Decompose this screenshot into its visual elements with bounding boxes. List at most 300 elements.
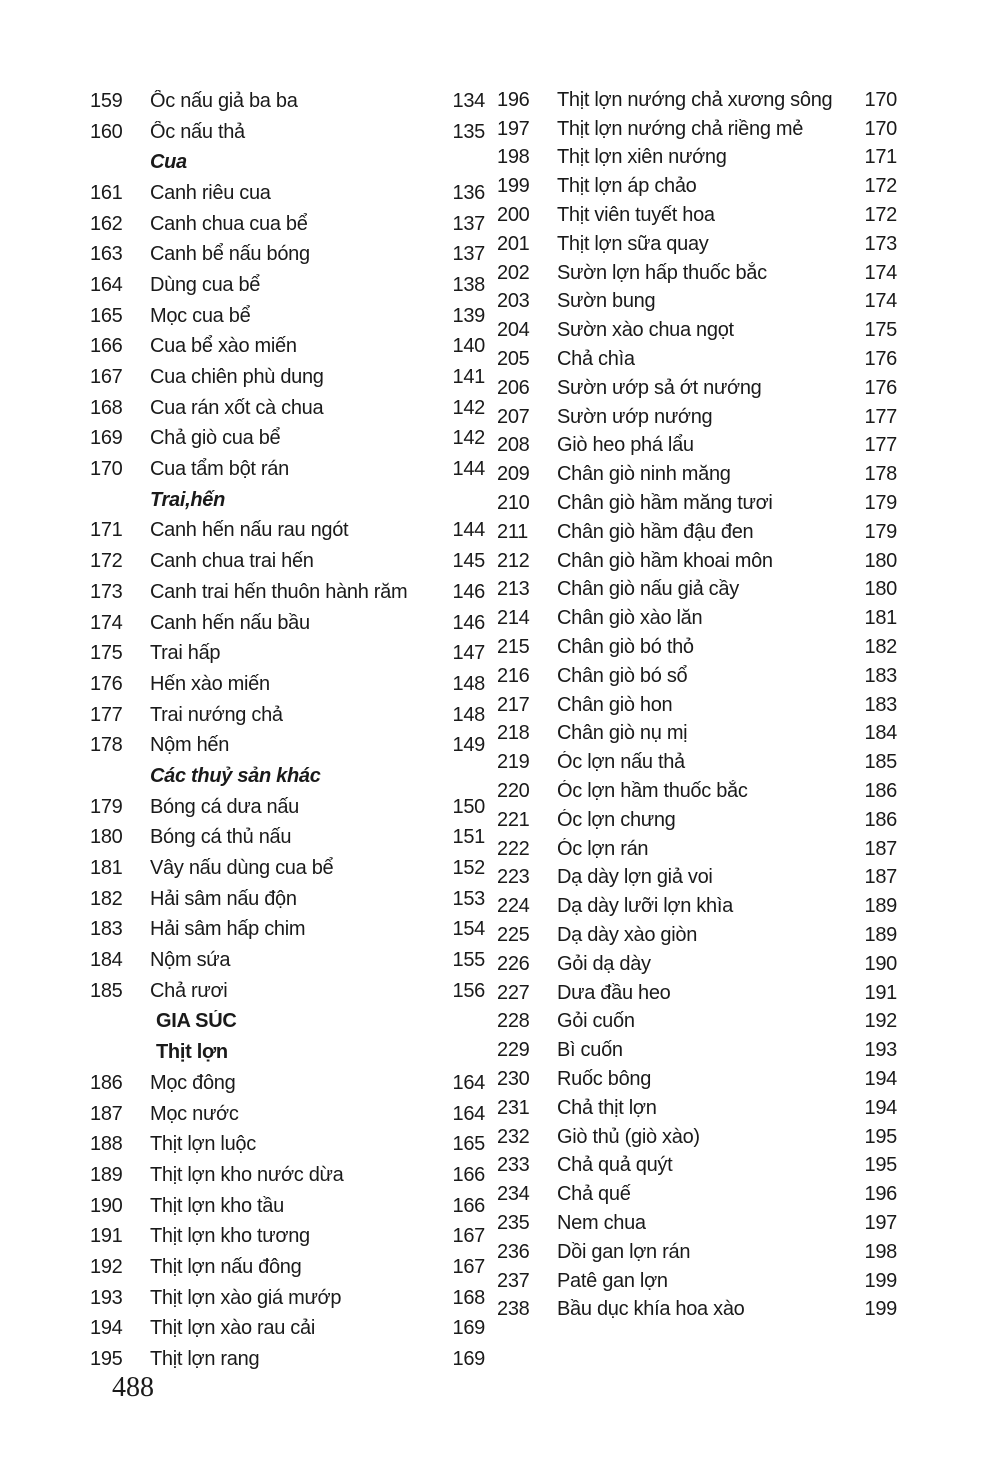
toc-entry <box>90 823 485 854</box>
entry-number: 164 <box>90 273 123 296</box>
entry-number: 218 <box>497 722 530 745</box>
entry-page: 189 <box>864 924 897 946</box>
toc-entry <box>497 806 897 835</box>
entry-title: Chả quả quýt <box>557 1154 673 1177</box>
entry-number: 189 <box>90 1163 123 1186</box>
entry-page: 148 <box>452 672 485 695</box>
toc-entry <box>90 117 485 148</box>
entry-page: 184 <box>864 722 897 745</box>
entry-page: 194 <box>864 1067 897 1090</box>
entry-number: 188 <box>90 1133 123 1156</box>
entry-title: Canh bể nấu bóng <box>150 243 310 266</box>
entry-page: 196 <box>864 1183 897 1206</box>
toc-entry <box>90 178 485 209</box>
entry-page: 172 <box>864 175 897 198</box>
entry-page: 177 <box>864 434 897 457</box>
entry-page: 170 <box>864 88 897 111</box>
toc-entry <box>497 777 897 806</box>
entry-page: 142 <box>452 396 485 419</box>
entry-number: 215 <box>497 636 530 659</box>
entry-number: 170 <box>90 458 123 481</box>
toc-entry <box>90 1160 485 1191</box>
entry-title: Cua rán xốt cà chua <box>150 396 324 419</box>
entry-number: 187 <box>90 1102 123 1125</box>
entry-page: 183 <box>864 664 897 687</box>
entry-number: 163 <box>90 243 123 266</box>
toc-entry <box>497 950 897 979</box>
entry-number: 238 <box>497 1298 530 1321</box>
entry-page: 195 <box>864 1154 897 1177</box>
entry-title: Thịt lợn áp chảo <box>557 175 697 198</box>
entry-number: 206 <box>497 376 530 399</box>
toc-entry <box>497 518 897 547</box>
toc-entry <box>90 86 485 117</box>
entry-number: 210 <box>497 492 530 515</box>
section-heading <box>90 761 485 792</box>
entry-number: 193 <box>90 1286 123 1309</box>
entry-title: Mọc cua bể <box>150 304 251 327</box>
entry-title: Thịt lợn kho nước dừa <box>150 1163 344 1186</box>
right-column <box>497 86 897 1324</box>
entry-title: Óc lợn chưng <box>557 808 676 831</box>
section-title: Các thuỷ sản khác <box>150 764 321 787</box>
entry-title: Nem chua <box>557 1211 646 1234</box>
entry-title: Thịt lợn nướng chả xương sông <box>557 88 833 111</box>
entry-page: 153 <box>452 887 485 910</box>
entry-number: 231 <box>497 1096 530 1119</box>
toc-entry <box>90 976 485 1007</box>
entry-page: 140 <box>452 335 485 358</box>
toc-entry <box>497 374 897 403</box>
entry-page: 165 <box>452 1133 485 1156</box>
entry-number: 171 <box>90 519 123 542</box>
entry-number: 197 <box>497 117 530 140</box>
toc-entry <box>90 239 485 270</box>
entry-number: 183 <box>90 918 123 941</box>
entry-number: 230 <box>497 1067 530 1090</box>
toc-entry <box>90 332 485 363</box>
entry-page: 173 <box>864 232 897 255</box>
toc-entry <box>90 1068 485 1099</box>
entry-number: 217 <box>497 693 530 716</box>
entry-number: 214 <box>497 607 530 630</box>
entry-page: 187 <box>864 866 897 889</box>
toc-entry <box>497 1094 897 1123</box>
entry-page: 155 <box>452 949 485 972</box>
entry-number: 169 <box>90 427 123 450</box>
entry-title: Thịt lợn kho tầu <box>150 1194 284 1217</box>
entry-page: 180 <box>864 578 897 601</box>
entry-page: 142 <box>452 427 485 450</box>
toc-entry <box>497 604 897 633</box>
section-title: GIA SÚC <box>156 1010 237 1033</box>
entry-page: 177 <box>864 405 897 428</box>
entry-number: 182 <box>90 887 123 910</box>
entry-page: 141 <box>452 366 485 389</box>
entry-title: Giò thủ (giò xào) <box>557 1125 700 1148</box>
entry-number: 229 <box>497 1039 530 1062</box>
entry-number: 190 <box>90 1194 123 1217</box>
entry-title: Hải sâm hấp chim <box>150 918 306 941</box>
entry-title: Sườn lợn hấp thuốc bắc <box>557 261 767 284</box>
toc-entry <box>90 1283 485 1314</box>
entry-number: 222 <box>497 837 530 860</box>
entry-title: Canh trai hến thuôn hành răm <box>150 580 408 603</box>
toc-entry <box>497 86 897 115</box>
entry-page: 179 <box>864 492 897 515</box>
entry-title: Chân giò bó sổ <box>557 664 688 687</box>
entry-number: 161 <box>90 181 123 204</box>
entry-page: 198 <box>864 1240 897 1263</box>
entry-page: 187 <box>864 837 897 860</box>
entry-page: 181 <box>864 607 897 630</box>
entry-title: Bầu dục khía hoa xào <box>557 1298 745 1321</box>
page-number: 488 <box>112 1372 154 1403</box>
entry-number: 172 <box>90 550 123 573</box>
toc-entry <box>90 669 485 700</box>
entry-page: 156 <box>452 979 485 1002</box>
entry-number: 175 <box>90 642 123 665</box>
entry-number: 212 <box>497 549 530 572</box>
entry-number: 179 <box>90 795 123 818</box>
section-title: Trai,hến <box>150 488 226 511</box>
toc-entry <box>497 460 897 489</box>
entry-page: 175 <box>864 319 897 342</box>
entry-number: 226 <box>497 952 530 975</box>
toc-entry <box>497 1008 897 1037</box>
entry-page: 179 <box>864 520 897 543</box>
entry-number: 159 <box>90 89 123 112</box>
toc-entry <box>497 345 897 374</box>
entry-page: 185 <box>864 751 897 774</box>
entry-number: 198 <box>497 146 530 169</box>
toc-entry <box>497 633 897 662</box>
entry-title: Chân giò hon <box>557 693 673 716</box>
toc-entry <box>90 546 485 577</box>
entry-title: Chân giò nụ mị <box>557 722 688 745</box>
entry-number: 235 <box>497 1211 530 1234</box>
entry-title: Bì cuốn <box>557 1039 623 1062</box>
entry-title: Sườn bung <box>557 290 656 313</box>
entry-title: Chân giò bó thỏ <box>557 636 694 659</box>
entry-number: 176 <box>90 672 123 695</box>
section-heading <box>90 147 485 178</box>
entry-page: 164 <box>452 1102 485 1125</box>
toc-entry <box>90 577 485 608</box>
entry-number: 181 <box>90 857 123 880</box>
toc-entry <box>90 362 485 393</box>
entry-number: 219 <box>497 751 530 774</box>
section-heading <box>90 485 485 516</box>
entry-number: 177 <box>90 703 123 726</box>
entry-page: 180 <box>864 549 897 572</box>
entry-page: 168 <box>452 1286 485 1309</box>
toc-entry <box>90 638 485 669</box>
entry-page: 189 <box>864 895 897 918</box>
entry-page: 170 <box>864 117 897 140</box>
entry-title: Dạ dày xào giòn <box>557 924 698 946</box>
entry-title: Thịt viên tuyết hoa <box>557 204 715 227</box>
toc-entry <box>90 454 485 485</box>
entry-title: Mọc nước <box>150 1102 239 1125</box>
entry-title: Chả rươi <box>150 979 228 1002</box>
entry-title: Thịt lợn xiên nướng <box>557 146 727 169</box>
entry-page: 144 <box>452 458 485 481</box>
entry-title: Dùng cua bể <box>150 273 261 296</box>
entry-number: 204 <box>497 319 530 342</box>
entry-number: 236 <box>497 1240 530 1263</box>
entry-title: Ốc nấu thả <box>150 120 245 143</box>
entry-number: 199 <box>497 175 530 198</box>
entry-number: 165 <box>90 304 123 327</box>
entry-title: Patê gan lợn <box>557 1269 668 1292</box>
entry-number: 168 <box>90 396 123 419</box>
entry-page: 199 <box>864 1269 897 1292</box>
toc-entry <box>497 230 897 259</box>
entry-number: 202 <box>497 261 530 284</box>
toc-entry <box>497 748 897 777</box>
entry-title: Dạ dày lưỡi lợn khìa <box>557 895 733 918</box>
entry-page: 176 <box>864 348 897 371</box>
entry-number: 200 <box>497 204 530 227</box>
toc-entry <box>90 730 485 761</box>
entry-page: 164 <box>452 1071 485 1094</box>
toc-entry <box>90 393 485 424</box>
entry-number: 227 <box>497 981 530 1004</box>
entry-number: 185 <box>90 979 123 1002</box>
toc-entry <box>497 921 897 950</box>
entry-title: Óc lợn nấu thả <box>557 751 685 774</box>
entry-number: 162 <box>90 212 123 235</box>
entry-page: 146 <box>452 580 485 603</box>
toc-entry <box>90 1252 485 1283</box>
entry-number: 173 <box>90 580 123 603</box>
entry-page: 138 <box>452 273 485 296</box>
toc-entry <box>90 608 485 639</box>
entry-number: 232 <box>497 1125 530 1148</box>
toc-entry <box>497 691 897 720</box>
entry-title: Sườn ướp sả ớt nướng <box>557 376 762 399</box>
entry-page: 145 <box>452 550 485 573</box>
toc-entry <box>497 1065 897 1094</box>
toc-entry <box>90 945 485 976</box>
entry-title: Hến xào miến <box>150 672 270 695</box>
section-heading <box>90 1037 485 1068</box>
toc-entry <box>497 489 897 518</box>
entry-number: 166 <box>90 335 123 358</box>
toc-entry <box>90 1129 485 1160</box>
entry-number: 207 <box>497 405 530 428</box>
entry-page: 195 <box>864 1125 897 1148</box>
entry-number: 237 <box>497 1269 530 1292</box>
entry-page: 166 <box>452 1163 485 1186</box>
toc-entry <box>497 979 897 1008</box>
entry-page: 148 <box>452 703 485 726</box>
entry-page: 178 <box>864 463 897 486</box>
entry-title: Ruốc bông <box>557 1067 652 1090</box>
entry-title: Chả thịt lợn <box>557 1096 657 1119</box>
entry-title: Óc lợn hầm thuốc bắc <box>557 780 748 803</box>
entry-title: Thịt lợn xào rau cải <box>150 1317 315 1340</box>
entry-page: 154 <box>452 918 485 941</box>
toc-entry <box>90 1221 485 1252</box>
entry-title: Trai nướng chả <box>150 703 283 726</box>
toc-entry <box>90 700 485 731</box>
entry-page: 186 <box>864 780 897 803</box>
entry-title: Gỏi cuốn <box>557 1010 635 1033</box>
entry-title: Canh hến nấu rau ngót <box>150 519 349 542</box>
entry-title: Gỏi dạ dày <box>557 952 651 975</box>
entry-page: 192 <box>864 1010 897 1033</box>
entry-title: Thịt lợn nướng chả riềng mẻ <box>557 117 804 140</box>
toc-entry <box>497 1180 897 1209</box>
entry-title: Dưa đầu heo <box>557 981 671 1004</box>
section-title: Thịt lợn <box>156 1041 228 1064</box>
toc-entry <box>497 864 897 893</box>
entry-page: 182 <box>864 636 897 659</box>
entry-title: Chân giò xào lăn <box>557 607 703 630</box>
entry-page: 174 <box>864 290 897 313</box>
entry-number: 174 <box>90 611 123 634</box>
toc-entry <box>497 1238 897 1267</box>
entry-page: 193 <box>864 1039 897 1062</box>
entry-title: Bóng cá thủ nấu <box>150 826 292 849</box>
toc-entry <box>90 792 485 823</box>
entry-title: Óc lợn rán <box>557 837 649 860</box>
entry-title: Chân giò hầm đậu đen <box>557 520 754 543</box>
toc-entry <box>90 884 485 915</box>
toc-entry <box>497 432 897 461</box>
entry-number: 220 <box>497 780 530 803</box>
toc-entry <box>90 853 485 884</box>
entry-page: 152 <box>452 857 485 880</box>
toc-entry <box>497 892 897 921</box>
entry-title: Thịt lợn nấu đông <box>150 1255 302 1278</box>
entry-number: 228 <box>497 1010 530 1033</box>
entry-number: 160 <box>90 120 123 143</box>
entry-title: Nộm sứa <box>150 949 231 972</box>
entry-title: Canh hến nấu bầu <box>150 611 310 634</box>
left-column <box>90 86 485 1375</box>
entry-page: 169 <box>452 1317 485 1340</box>
entry-title: Chả giò cua bể <box>150 427 281 450</box>
toc-entry <box>497 835 897 864</box>
entry-title: Chả quế <box>557 1183 631 1206</box>
entry-title: Chân giò ninh măng <box>557 463 731 486</box>
entry-number: 180 <box>90 826 123 849</box>
entry-title: Canh chua trai hến <box>150 550 314 573</box>
entry-number: 205 <box>497 348 530 371</box>
toc-entry <box>497 316 897 345</box>
toc-entry <box>497 115 897 144</box>
toc-entry <box>497 662 897 691</box>
toc-entry <box>497 547 897 576</box>
entry-page: 136 <box>452 181 485 204</box>
entry-title: Bóng cá dưa nấu <box>150 795 300 818</box>
entry-title: Thịt lợn kho tương <box>150 1225 310 1248</box>
entry-number: 233 <box>497 1154 530 1177</box>
entry-page: 186 <box>864 808 897 831</box>
entry-page: 144 <box>452 519 485 542</box>
entry-page: 151 <box>452 826 485 849</box>
entry-page: 191 <box>864 981 897 1004</box>
entry-number: 186 <box>90 1071 123 1094</box>
entry-title: Ốc nấu giả ba ba <box>150 89 298 112</box>
entry-number: 209 <box>497 463 530 486</box>
toc-entry <box>90 516 485 547</box>
entry-title: Hải sâm nấu độn <box>150 887 297 910</box>
entry-page: 139 <box>452 304 485 327</box>
entry-title: Sườn xào chua ngọt <box>557 319 734 342</box>
toc-entry <box>90 1314 485 1345</box>
entry-title: Dồi gan lợn rán <box>557 1240 691 1263</box>
entry-page: 169 <box>452 1348 485 1371</box>
entry-page: 190 <box>864 952 897 975</box>
toc-entry <box>497 144 897 173</box>
entry-page: 135 <box>452 120 485 143</box>
entry-number: 225 <box>497 924 530 946</box>
entry-title: Vây nấu dùng cua bể <box>150 857 334 880</box>
entry-page: 172 <box>864 204 897 227</box>
toc-entry <box>497 1295 897 1324</box>
entry-title: Thịt lợn sữa quay <box>557 232 709 255</box>
entry-title: Chân giò nấu giả cầy <box>557 578 739 601</box>
entry-title: Canh chua cua bể <box>150 212 308 235</box>
entry-page: 146 <box>452 611 485 634</box>
toc-entry <box>497 1151 897 1180</box>
toc-entry <box>90 209 485 240</box>
entry-title: Canh riêu cua <box>150 181 271 204</box>
entry-page: 174 <box>864 261 897 284</box>
entry-page: 150 <box>452 795 485 818</box>
toc-entry <box>497 288 897 317</box>
entry-page: 149 <box>452 734 485 757</box>
entry-number: 211 <box>497 520 528 543</box>
entry-number: 201 <box>497 232 530 255</box>
entry-page: 176 <box>864 376 897 399</box>
entry-title: Giò heo phá lẩu <box>557 434 694 457</box>
entry-page: 134 <box>452 89 485 112</box>
entry-number: 223 <box>497 866 530 889</box>
entry-number: 213 <box>497 578 530 601</box>
section-heading <box>90 1007 485 1038</box>
toc-entry <box>497 172 897 201</box>
entry-title: Nộm hến <box>150 734 230 757</box>
entry-title: Dạ dày lợn giả voi <box>557 866 713 889</box>
entry-number: 195 <box>90 1348 123 1371</box>
toc-entry <box>497 201 897 230</box>
entry-page: 194 <box>864 1096 897 1119</box>
toc-entry <box>497 259 897 288</box>
entry-page: 137 <box>452 212 485 235</box>
toc-entry <box>497 1123 897 1152</box>
entry-title: Cua chiên phù dung <box>150 366 324 389</box>
entry-number: 194 <box>90 1317 123 1340</box>
entry-page: 147 <box>452 642 485 665</box>
toc-entry <box>497 1209 897 1238</box>
entry-page: 167 <box>452 1255 485 1278</box>
entry-title: Cua tẩm bột rán <box>150 458 289 481</box>
entry-title: Trai hấp <box>150 642 221 665</box>
entry-title: Chân giò hầm măng tươi <box>557 492 773 515</box>
entry-number: 221 <box>497 808 530 831</box>
entry-number: 234 <box>497 1183 530 1206</box>
entry-title: Thịt lợn luộc <box>150 1133 256 1156</box>
entry-number: 192 <box>90 1255 123 1278</box>
entry-number: 191 <box>90 1225 123 1248</box>
entry-title: Cua bể xào miến <box>150 335 297 358</box>
toc-entry <box>90 301 485 332</box>
